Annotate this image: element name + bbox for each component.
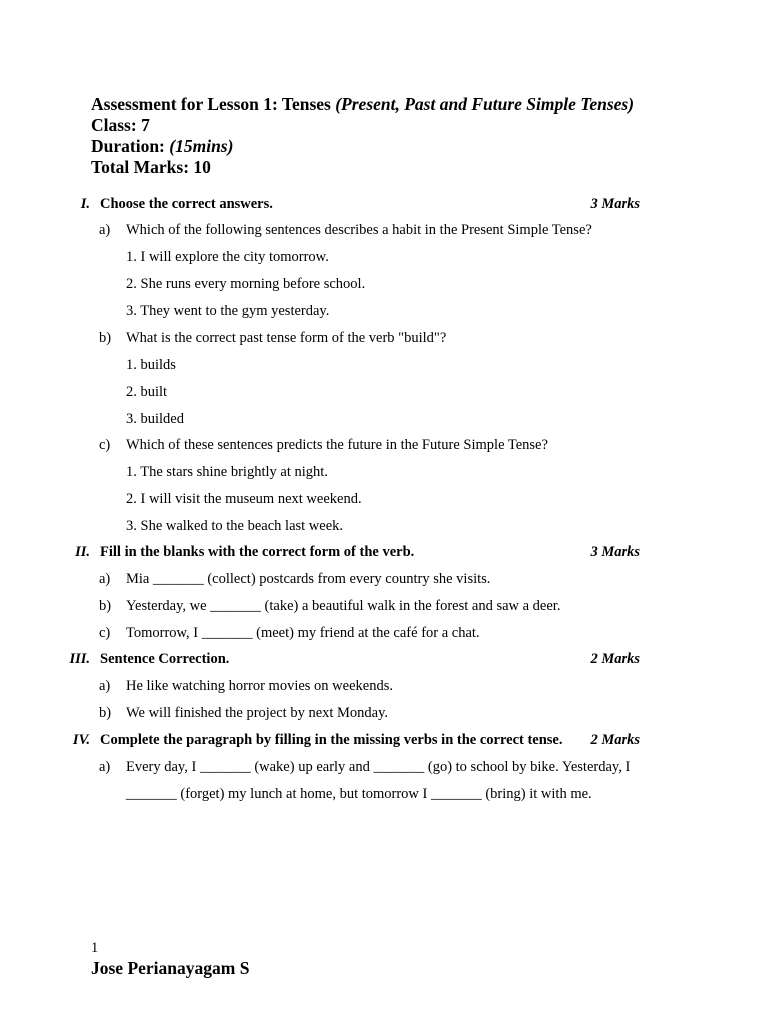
section-heading [60, 194, 640, 214]
answer-option: 2. She runs every morning before school. [126, 276, 366, 292]
section-number: II. [75, 544, 90, 560]
question-label: a) [99, 222, 111, 238]
section-marks: 3 Marks [590, 544, 640, 560]
section-marks: 2 Marks [590, 651, 640, 667]
duration-line [91, 136, 634, 157]
section-number: III. [69, 651, 90, 667]
question-text: Mia _______ (collect) postcards from every country she visits. [126, 571, 491, 587]
question-label: c) [99, 437, 111, 453]
answer-option: 3. They went to the gym yesterday. [126, 303, 330, 319]
question-text: Yesterday, we _______ (take) a beautiful walk in the forest and saw a deer. [126, 598, 561, 614]
question-label: c) [99, 625, 111, 641]
question-item [99, 596, 560, 616]
question-text: Which of the following sentences describes a habit in the Present Simple Tense? [126, 222, 592, 238]
question-text-continuation: _______ (forget) my lunch at home, but tomorrow I _______ (bring) it with me. [126, 786, 592, 802]
section-marks: 2 Marks [590, 732, 640, 748]
question-item [99, 569, 490, 589]
title-subtitle: (Present, Past and Future Simple Tenses) [335, 94, 635, 114]
question-label: a) [99, 571, 111, 587]
section-number: I. [80, 196, 90, 212]
question-text: Tomorrow, I _______ (meet) my friend at the café for a chat. [126, 625, 480, 641]
answer-option: 3. builded [126, 411, 184, 427]
section-number: IV. [72, 732, 90, 748]
question-label: b) [99, 705, 112, 721]
question-item [99, 220, 592, 240]
answer-option: 1. I will explore the city tomorrow. [126, 249, 329, 265]
answer-option: 2. I will visit the museum next weekend. [126, 491, 362, 507]
section-heading [60, 542, 640, 562]
page-number: 1 [91, 940, 99, 956]
section-title: Fill in the blanks with the correct form of the verb. [100, 544, 415, 560]
section-title: Choose the correct answers. [100, 196, 273, 212]
section-heading [60, 730, 640, 750]
assessment-title [91, 94, 634, 115]
question-text: Which of these sentences predicts the future in the Future Simple Tense? [126, 437, 548, 453]
question-item [99, 435, 548, 455]
question-label: a) [99, 678, 111, 694]
total-marks-line: Total Marks: 10 [91, 157, 211, 177]
question-text: We will finished the project by next Monday. [126, 705, 389, 721]
question-text: What is the correct past tense form of the verb "build"? [126, 330, 447, 346]
question-label: b) [99, 330, 112, 346]
question-item [99, 623, 480, 643]
answer-option: 3. She walked to the beach last week. [126, 518, 344, 534]
title-main: Assessment for Lesson 1: Tenses [91, 94, 336, 114]
duration-label: Duration: [91, 136, 170, 156]
question-item [99, 703, 388, 723]
question-label: b) [99, 598, 112, 614]
document-header [91, 94, 634, 178]
class-line: Class: 7 [91, 115, 150, 135]
question-label: a) [99, 759, 111, 775]
question-item [99, 757, 630, 777]
section-title: Complete the paragraph by filling in the missing verbs in the correct tense. [100, 732, 563, 748]
answer-option: 2. built [126, 384, 168, 400]
section-marks: 3 Marks [590, 196, 640, 212]
question-item [99, 328, 446, 348]
section-title: Sentence Correction. [100, 651, 230, 667]
author-name: Jose Perianayagam S [91, 958, 250, 978]
duration-value: (15mins) [169, 136, 234, 156]
answer-option: 1. builds [126, 357, 176, 373]
question-text: Every day, I _______ (wake) up early and _______ (go) to school by bike. Yesterday, I [126, 759, 631, 775]
question-text: He like watching horror movies on weekends. [126, 678, 393, 694]
section-heading [60, 649, 640, 669]
answer-option: 1. The stars shine brightly at night. [126, 464, 328, 480]
question-item [99, 676, 393, 696]
